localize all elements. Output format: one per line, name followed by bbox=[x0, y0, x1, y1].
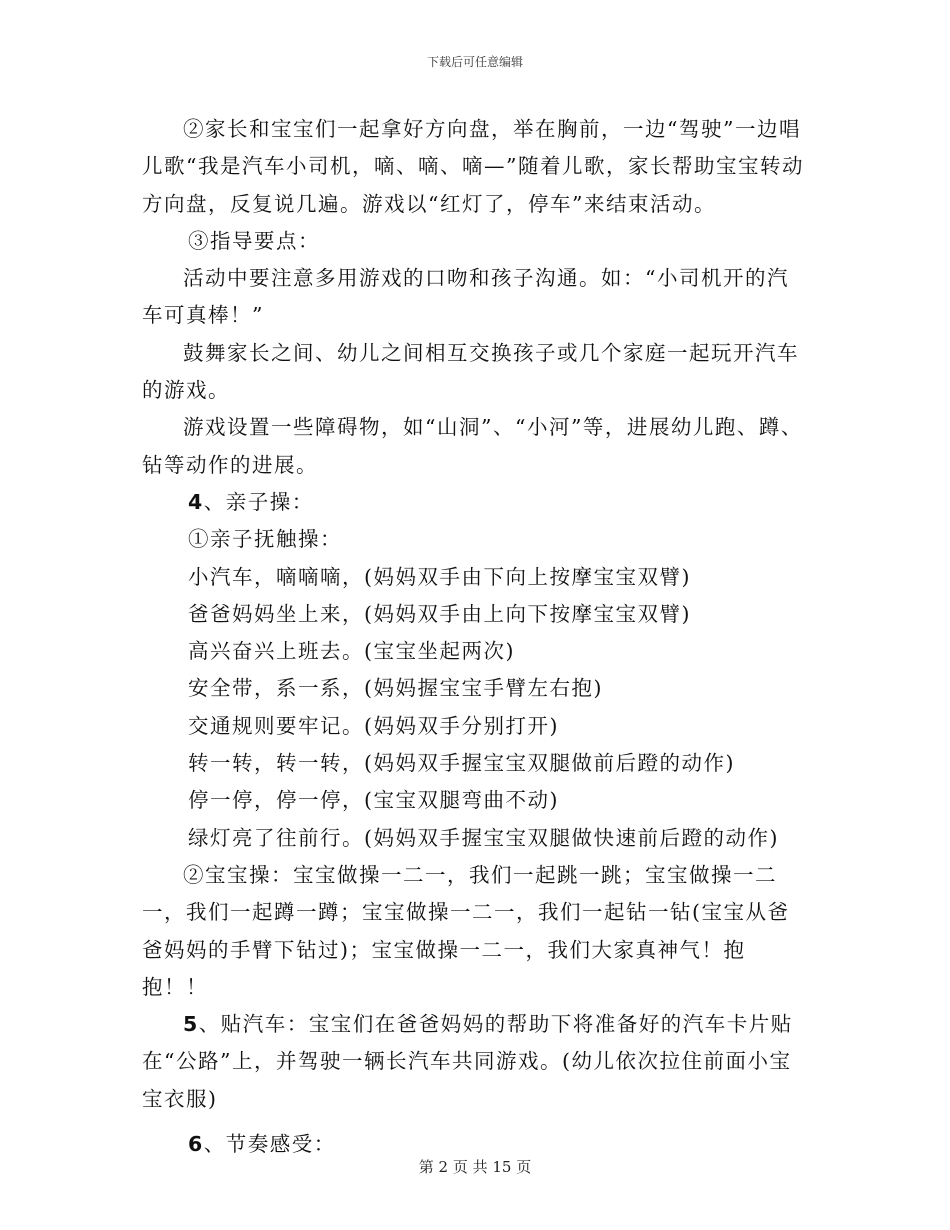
section-5-paragraph bbox=[142, 1006, 810, 1118]
touch-exercise-title: ①亲子抚触操： bbox=[188, 527, 342, 552]
guide-point-1: 活动中要注意多用游戏的口吻和孩子沟通。如：“小司机开的汽车可真棒！” bbox=[142, 266, 789, 328]
touch-line: 高兴奋兴上班去。(宝宝坐起两次) bbox=[188, 639, 515, 664]
section-4-number: 4 bbox=[188, 489, 204, 514]
touch-line: 小汽车，嘀嘀嘀，(妈妈双手由下向上按摩宝宝双臂) bbox=[188, 564, 691, 589]
section-5-number: 5 bbox=[183, 1012, 199, 1037]
guide-title: ③指导要点： bbox=[188, 228, 320, 253]
baby-exercise-paragraph: ②宝宝操：宝宝做操一二一，我们一起跳一跳；宝宝做操一二一，我们一起蹲一蹲；宝宝做操一二一，我们一起钻一钻(宝宝从爸爸妈妈的手臂下钻过)；宝宝做操一二一，我们大家真神气！抱抱！！ bbox=[142, 862, 790, 999]
section-4-heading bbox=[142, 484, 810, 521]
guide-point-2: 鼓舞家长之间、幼儿之间相互交换孩子或几个家庭一起玩开汽车的游戏。 bbox=[142, 340, 799, 403]
touch-line: 绿灯亮了往前行。(妈妈双手握宝宝双腿做快速前后蹬的动作) bbox=[188, 825, 779, 850]
guide-point-3: 游戏设置一些障碍物，如“山洞”、“小河”等，进展幼儿跑、蹲、钻等动作的进展。 bbox=[142, 415, 803, 477]
page-header: 下载后可任意编辑 bbox=[426, 55, 523, 69]
paragraph-drive-game: ②家长和宝宝们一起拿好方向盘，举在胸前，一边“驾驶”一边唱儿歌“我是汽车小司机，嘀、嘀、嘀—”随着儿歌，家长帮助宝宝转动方向盘，反复说几遍。游戏以“红灯了，停车”来结束活动。 bbox=[142, 117, 804, 216]
section-6-title: 、节奏感受： bbox=[203, 1132, 336, 1157]
touch-line: 交通规则要牢记。(妈妈双手分别打开) bbox=[188, 713, 559, 738]
section-4-title: 、亲子操： bbox=[203, 489, 314, 514]
touch-line: 爸爸妈妈坐上来，(妈妈双手由上向下按摩宝宝双臂) bbox=[188, 601, 691, 626]
touch-line: 停一停，停一停，(宝宝双腿弯曲不动) bbox=[188, 788, 559, 813]
section-6-number: 6 bbox=[188, 1132, 204, 1157]
page-footer: 第 2 页 共 15 页 bbox=[418, 1158, 532, 1176]
touch-line: 安全带，系一系，(妈妈握宝宝手臂左右抱) bbox=[188, 676, 603, 701]
touch-line: 转一转，转一转，(妈妈双手握宝宝双腿做前后蹬的动作) bbox=[188, 751, 735, 776]
section-5-text: 、贴汽车：宝宝们在爸爸妈妈的帮助下将准备好的汽车卡片贴在“公路”上，并驾驶一辆长汽车共同游戏。(幼儿依次拉住前面小宝宝衣服) bbox=[142, 1012, 793, 1111]
document-body bbox=[142, 111, 810, 1163]
